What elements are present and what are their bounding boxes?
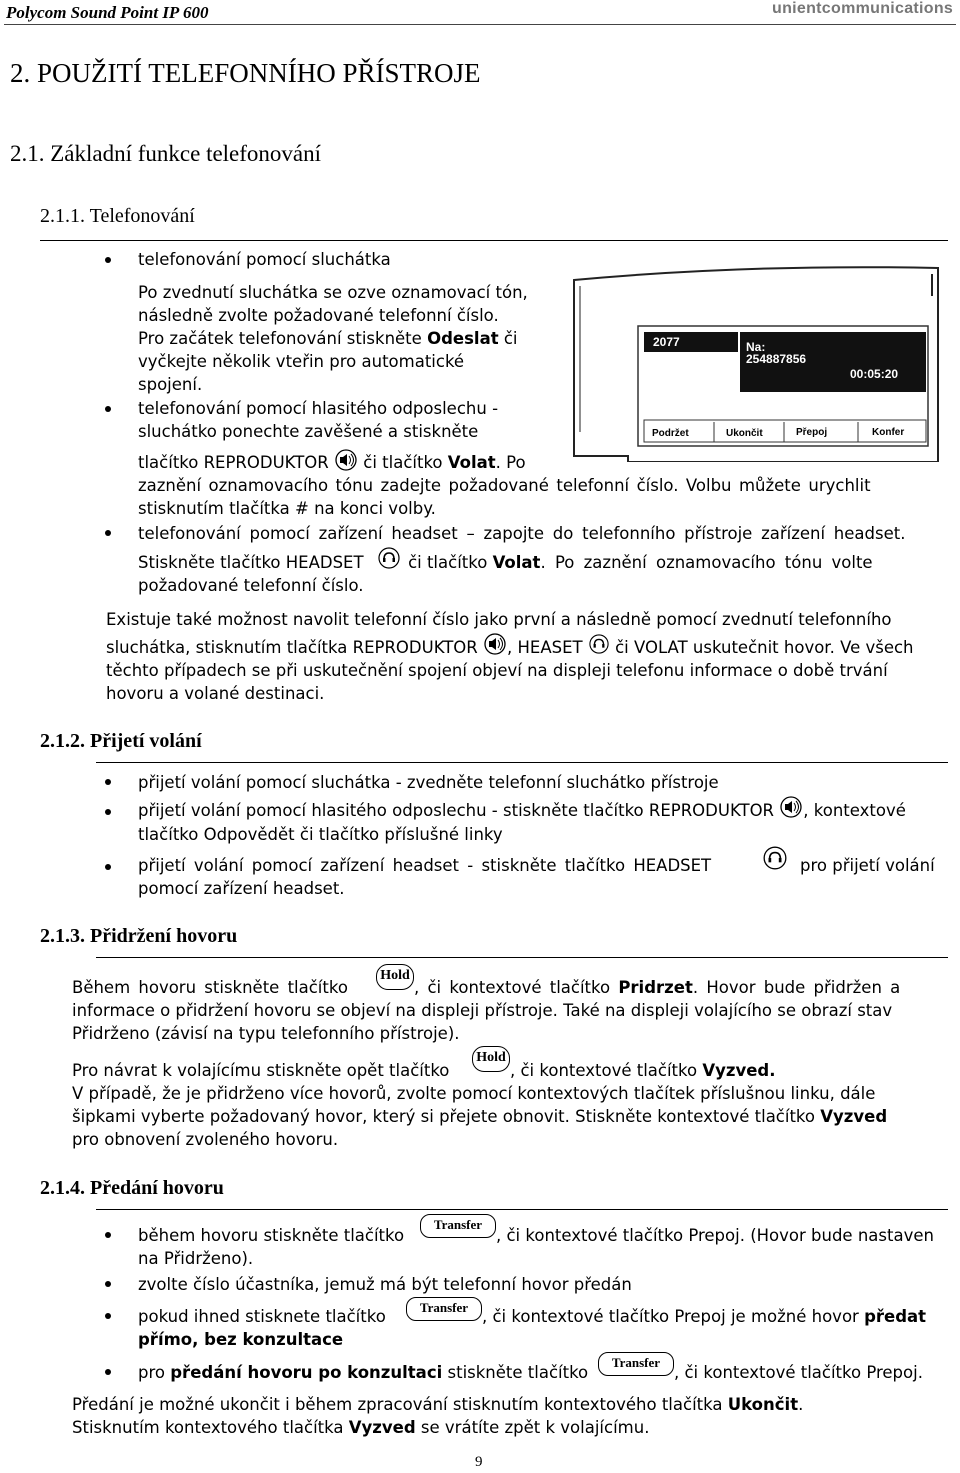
paragraph-line: těchto případech se při uskutečnění spojení objeví na displeji telefonu informace o době trvání (106, 661, 888, 680)
paragraph-line: přijetí volání pomocí hlasitého odposlechu - stiskněte tlačítko REPRODUKTOR , kontextové (138, 799, 906, 822)
paragraph-line: informace o přidržení hovoru se objeví na displeji přístroje. Také na displeji volajícího se obrazí stav (72, 1001, 893, 1020)
paragraph-line: pro obnovení zvoleného hovoru. (72, 1130, 339, 1149)
paragraph-line: hovoru a volané destinaci. (106, 684, 325, 703)
speaker-icon (334, 449, 358, 471)
softkey-dividers (568, 256, 944, 462)
bullet (105, 1369, 111, 1375)
transfer-key-icon (406, 1297, 482, 1321)
paragraph-line: telefonování pomocí hlasitého odposlechu - (138, 399, 499, 418)
paragraph-line: Předání je možné ukončit i během zpracování stisknutím kontextového tlačítka Ukončit. (72, 1395, 804, 1414)
paragraph-line: pokud ihned stisknete tlačítko (138, 1307, 386, 1326)
call-timer: 00:05:20 (850, 367, 899, 381)
paragraph-line: , či kontextové tlačítko Pridrzet. Hovor bude přidržen a (414, 978, 901, 997)
paragraph-line: , či kontextové tlačítko Vyzved. (510, 1061, 776, 1080)
paragraph-line: tlačítko Odpovědět či tlačítko příslušné linky (138, 825, 503, 844)
paragraph-line: sluchátko ponechte zavěšené a stiskněte (138, 422, 479, 441)
paragraph-line: následně zvolte požadované telefonní číslo. (138, 306, 499, 325)
paragraph-line: přímo, bez konzultace (138, 1330, 344, 1349)
speaker-icon (483, 633, 507, 655)
paragraph-line: , či kontextové tlačítko Prepoj je možné hovor předat (482, 1307, 927, 1326)
headset-icon (377, 547, 401, 569)
transfer-key-label: Transfer (419, 1300, 469, 1315)
bullet (105, 257, 111, 263)
softkey-conference[interactable]: Konfer (872, 427, 905, 438)
paragraph-line: pomocí zařízení headset. (138, 879, 345, 898)
paragraph-line: zvolte číslo účastníka, jemuž má být telefonní hovor předán (138, 1275, 632, 1294)
subsection-rule (96, 762, 948, 763)
paragraph-line: telefonování pomocí zařízení headset – zapojte do telefonního přístroje zařízení headset. (138, 524, 906, 543)
transfer-key-icon (420, 1214, 496, 1238)
hold-key-label: Hold (476, 1050, 506, 1065)
hold-key-icon (376, 964, 414, 990)
section-heading: 2.1. Základní funkce telefonování (10, 141, 322, 166)
paragraph-line: vyčkejte několik vteřin pro automatické (138, 352, 465, 371)
softkey-end[interactable]: Ukončit (726, 428, 763, 439)
page-number: 9 (475, 1454, 483, 1470)
transfer-key-icon (598, 1352, 674, 1376)
bullet-text: telefonování pomocí sluchátka (138, 250, 391, 269)
paragraph-line: požadované telefonní číslo. (138, 576, 364, 595)
subsection-rule (96, 957, 948, 958)
hold-key-icon (472, 1046, 510, 1072)
paragraph-line: Pro návrat k volajícímu stiskněte opět tlačítko (72, 1061, 450, 1080)
speaker-icon (779, 796, 803, 818)
paragraph-line: tlačítko REPRODUKTOR či tlačítko Volat. Po (138, 451, 526, 474)
paragraph-line: Po zvednutí sluchátka se ozve oznamovací tón, (138, 283, 528, 302)
paragraph-line: sluchátka, stisknutím tlačítka REPRODUKTOR , HEASET či VOLAT uskutečnit hovor. Ve všech (106, 636, 914, 659)
bullet (105, 864, 111, 870)
header-title: Polycom Sound Point IP 600 (6, 3, 209, 22)
line-label: 2077 (653, 335, 680, 349)
paragraph-line: Pro začátek telefonování stiskněte Odeslat či (138, 329, 518, 348)
bullet (105, 1313, 111, 1319)
bullet (105, 809, 111, 815)
subsection-heading: 2.1.2. Přijetí volání (40, 730, 202, 752)
paragraph-line: Existuje také možnost navolit telefonní číslo jako první a následně pomocí zvednutí telefonního (106, 610, 892, 629)
paragraph-line: přijetí volání pomocí zařízení headset - stiskněte tlačítko HEADSET (138, 856, 712, 875)
paragraph-line: zaznění oznamovacího tónu zadejte požadované telefonní číslo. Volbu můžete urychlit (138, 476, 871, 495)
hold-key-label: Hold (380, 968, 410, 983)
transfer-key-label: Transfer (611, 1355, 661, 1370)
paragraph-line: pro předání hovoru po konzultaci stiskněte tlačítko (138, 1363, 589, 1382)
paragraph-line: Stiskněte tlačítko HEADSET či tlačítko Volat. Po zaznění oznamovacího tónu volte (138, 551, 954, 574)
paragraph-line: Během hovoru stiskněte tlačítko (72, 978, 348, 997)
subsection-heading: 2.1.1. Telefonování (40, 205, 195, 227)
bullet (105, 779, 111, 785)
phone-illustration (568, 256, 944, 462)
paragraph-line: stisknutím tlačítka # na konci volby. (138, 499, 436, 518)
paragraph-line: , či kontextové tlačítko Prepoj. (Hovor bude nastaven (496, 1226, 934, 1245)
call-number: 254887856 (746, 352, 807, 366)
bullet (105, 1232, 111, 1238)
bullet (105, 1281, 111, 1287)
paragraph-line: během hovoru stiskněte tlačítko (138, 1226, 405, 1245)
paragraph-line: V případě, že je přidrženo více hovorů, zvolte pomocí kontextových tlačítek příslušnou linku, dále (72, 1084, 876, 1103)
paragraph-line: spojení. (138, 375, 203, 394)
paragraph-line: na Přidrženo). (138, 1249, 254, 1268)
paragraph-line: přijetí volání pomocí sluchátka - zvedněte telefonní sluchátko přístroje (138, 773, 719, 792)
headset-icon (762, 846, 788, 870)
subsection-rule (96, 1209, 948, 1210)
softkey-transfer[interactable]: Přepoj (796, 427, 828, 438)
subsection-rule (40, 240, 948, 241)
subsection-heading: 2.1.4. Předání hovoru (40, 1177, 224, 1199)
bullet (105, 406, 111, 412)
paragraph-line: Stisknutím kontextového tlačítka Vyzved se vrátíte zpět k volajícímu. (72, 1418, 650, 1437)
chapter-heading: 2. POUŽITÍ TELEFONNÍHO PŘÍSTROJE (10, 58, 481, 88)
brand-logo: unientcommunications (772, 0, 954, 17)
transfer-key-label: Transfer (433, 1217, 483, 1232)
headset-icon (588, 634, 610, 654)
bullet (105, 530, 111, 536)
paragraph-line: pro přijetí volání (800, 856, 935, 875)
paragraph-line: Přidrženo (závisí na typu telefonního přístroje). (72, 1024, 460, 1043)
subsection-heading: 2.1.3. Přidržení hovoru (40, 925, 238, 947)
paragraph-line: šipkami vyberte požadovaný hovor, který si přejete obnovit. Stiskněte kontextové tlačítko Vyzved (72, 1107, 888, 1126)
softkey-hold[interactable]: Podržet (652, 428, 689, 439)
header-rule (4, 24, 956, 25)
paragraph-line: , či kontextové tlačítko Prepoj. (674, 1363, 923, 1382)
call-to-label: Na: (746, 340, 766, 354)
